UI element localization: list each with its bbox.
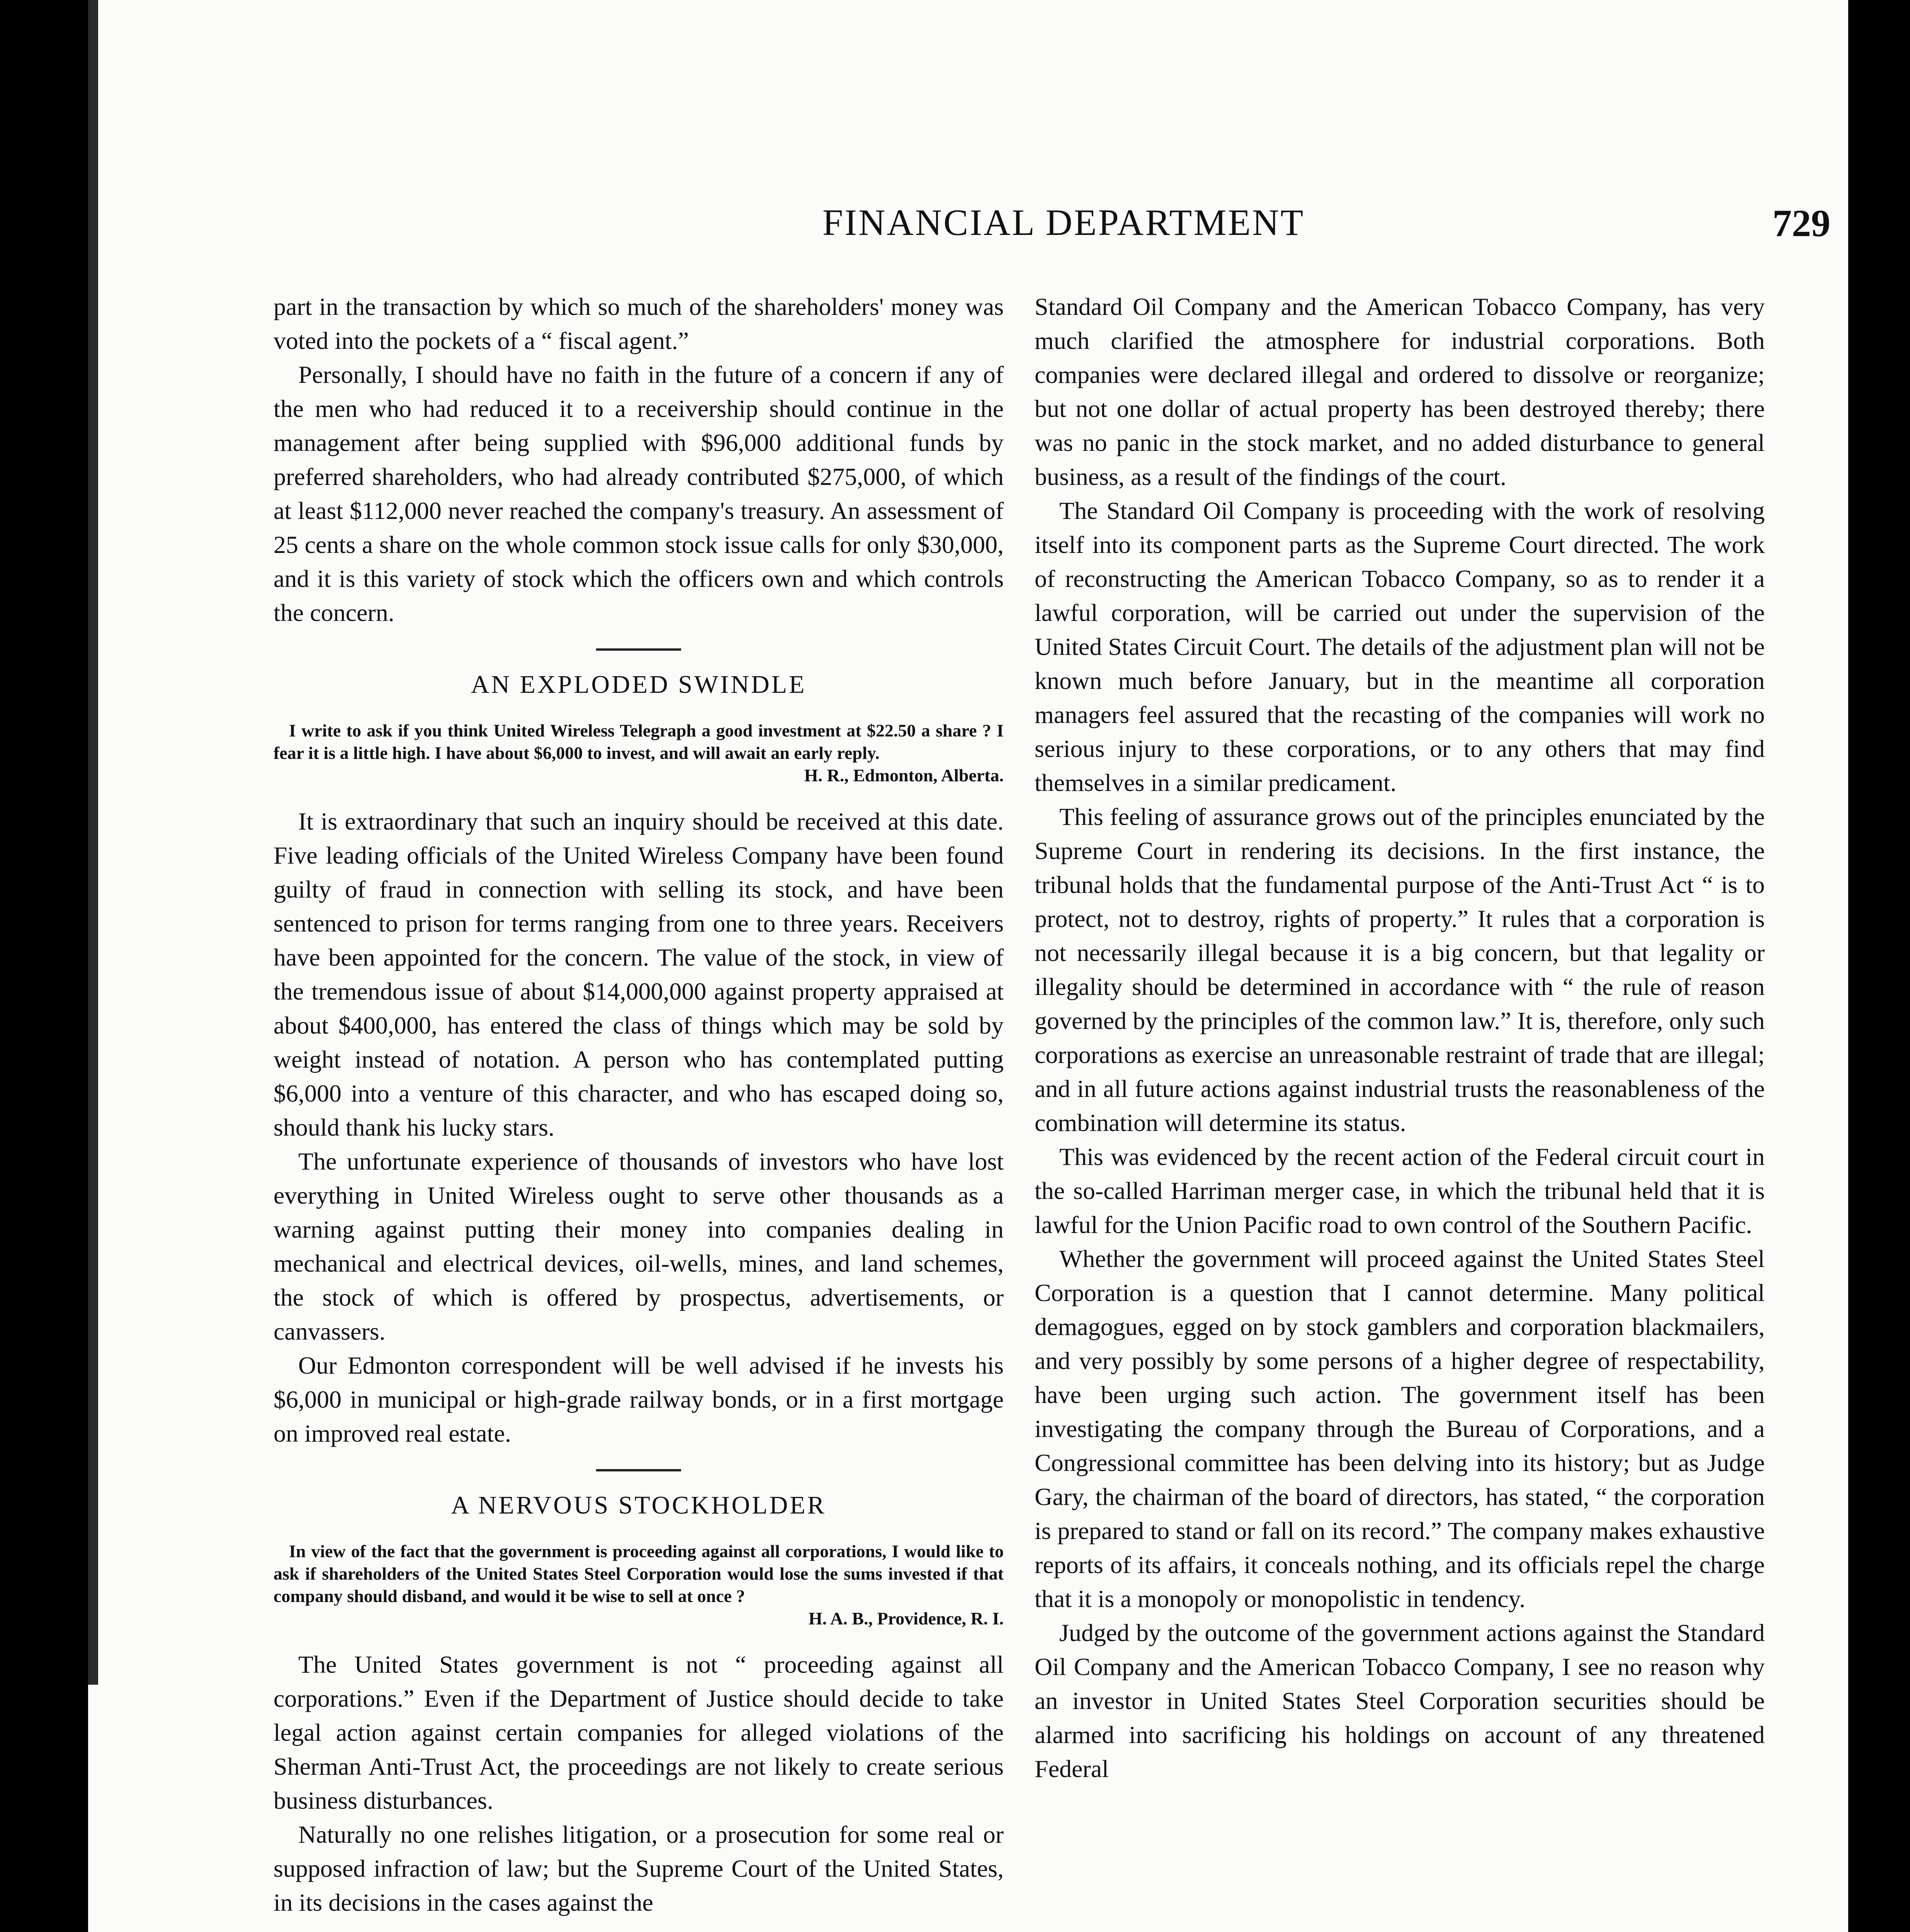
right-column	[1035, 290, 1765, 1932]
letter-text: In view of the fact that the government is proceeding against all corporations, I would like to ask if shareholders of the United States Steel Corporation would lose the sums invested if that company should disband, and would it be wise to sell at once ?	[274, 1541, 1004, 1606]
section-title-exploded-swindle: AN EXPLODED SWINDLE	[471, 670, 807, 699]
paragraph: Personally, I should have no faith in the future of a concern if any of the men who had reduced it to a receivership should continue in the management after being supplied with $96,000 additional funds by preferred shareholders, who had already contributed $275,000, of which at least $112,000 never reached the company's treasury. An assessment of 25 cents a share on the whole common stock issue calls for only $30,000, and it is this variety of stock which the officers own and which controls the concern.	[274, 361, 1004, 626]
paragraph: Naturally no one relishes litigation, or a prosecution for some real or supposed infraction of law; but the Supreme Court of the United States, in its decisions in the cases against the	[274, 1821, 1004, 1916]
paragraph: Whether the government will proceed against the United States Steel Corporation is a question that I cannot determine. Many political demagogues, egged on by stock gamblers and corporation blackmailers, and very possibly by some persons of a higher degree of respectability, have been urging such action. The government itself has been investigating the company through the Bureau of Corporations, and a Congressional committee has been delving into its history; but as Judge Gary, the chairman of the board of directors, has stated, “ the corporation is prepared to stand or fall on its record.” The company makes exhaustive reports of its affairs, it conceals nothing, and its officials repel the charge that it is a monopoly or monopolistic in tendency.	[1035, 1245, 1765, 1612]
running-head-title: FINANCIAL DEPARTMENT	[822, 202, 1305, 243]
paragraph: The United States government is not “ proceeding against all corporations.” Even if the Department of Justice should decide to take legal action against certain companies for alleged violations of the Sherman Anti-Trust Act, the proceedings are not likely to create serious business disturbances.	[274, 1651, 1004, 1814]
section-title-nervous-stockholder: A NERVOUS STOCKHOLDER	[451, 1491, 826, 1519]
paragraph: The Standard Oil Company is proceeding with the work of resolving itself into its component parts as the Supreme Court directed. The work of reconstructing the American Tobacco Company, so as to render it a lawful corporation, will be carried out under the supervision of the United States Circuit Court. The details of the adjustment plan will not be known much before January, but in the meantime all corporation managers feel assured that the recasting of the companies will work no serious injury to these corporations, or to any others that may find themselves in a similar predicament.	[1035, 497, 1765, 796]
section-divider	[596, 648, 681, 651]
paragraph: Judged by the outcome of the government actions against the Standard Oil Company and the American Tobacco Company, I see no reason why an investor in United States Steel Corporation securities should be alarmed into sacrificing his holdings on account of any threatened Federal	[1035, 1619, 1765, 1782]
left-column	[274, 290, 1004, 1932]
letter-text: I write to ask if you think United Wireless Telegraph a good investment at $22.50 a share ? I fear it is a little high. I have about $6,000 to invest, and will await an early reply.	[274, 721, 1004, 763]
letter-signature: H. A. B., Providence, R. I.	[808, 1609, 1004, 1628]
letter-signature: H. R., Edmonton, Alberta.	[804, 765, 1004, 785]
section-divider	[596, 1469, 681, 1471]
page-spine-shadow	[88, 0, 98, 1685]
page-number: 729	[1772, 202, 1830, 245]
running-header	[281, 201, 1846, 255]
paragraph: The unfortunate experience of thousands of investors who have lost everything in United Wireless ought to serve other thousands as a warning against putting their money into companies dealing in mechanical and electrical devices, oil-wells, mines, and land schemes, the stock of which is offered by prospectus, advertisements, or canvassers.	[274, 1148, 1004, 1345]
reader-letter	[274, 719, 1004, 787]
paragraph: It is extraordinary that such an inquiry should be received at this date. Five leading officials of the United Wireless Company have been found guilty of fraud in connection with selling its stock, and have been sentenced to prison for terms ranging from one to three years. Receivers have been appointed for the concern. The value of the stock, in view of the tremendous issue of about $14,000,000 against property appraised at about $400,000, has entered the class of things which may be sold by weight instead of notation. A person who has contemplated putting $6,000 into a venture of this character, and who has escaped doing so, should thank his lucky stars.	[274, 808, 1004, 1141]
paragraph: This was evidenced by the recent action of the Federal circuit court in the so-called Harriman merger case, in which the tribunal held that it is lawful for the Union Pacific road to own control of the Southern Pacific.	[1035, 1143, 1765, 1238]
paragraph: Our Edmonton correspondent will be well advised if he invests his $6,000 in municipal or high-grade railway bonds, or in a first mortgage on improved real estate.	[274, 1352, 1004, 1447]
paragraph: This feeling of assurance grows out of the principles enunciated by the Supreme Court in rendering its decisions. In the first instance, the tribunal holds that the fundamental purpose of the Anti-Trust Act “ is to protect, not to destroy, rights of property.” It rules that a corporation is not necessarily illegal because it is a big concern, but that legality or illegality should be determined in accordance with “ the rule of reason governed by the principles of the common law.” It is, therefore, only such corporations as exercise an unreasonable restraint of trade that are illegal; and in all future actions against industrial trusts the reasonableness of the combination will determine its status.	[1035, 803, 1765, 1136]
paragraph: Standard Oil Company and the American Tobacco Company, has very much clarified the atmosphere for industrial corporations. Both companies were declared illegal and ordered to dissolve or reorganize; but not one dollar of actual property has been destroyed thereby; there was no panic in the stock market, and no added disturbance to general business, as a result of the findings of the court.	[1035, 293, 1765, 490]
paragraph: part in the transaction by which so much of the shareholders' money was voted into the pockets of a “ fiscal agent.”	[274, 293, 1004, 354]
magazine-page	[88, 0, 1848, 1932]
reader-letter	[274, 1540, 1004, 1630]
